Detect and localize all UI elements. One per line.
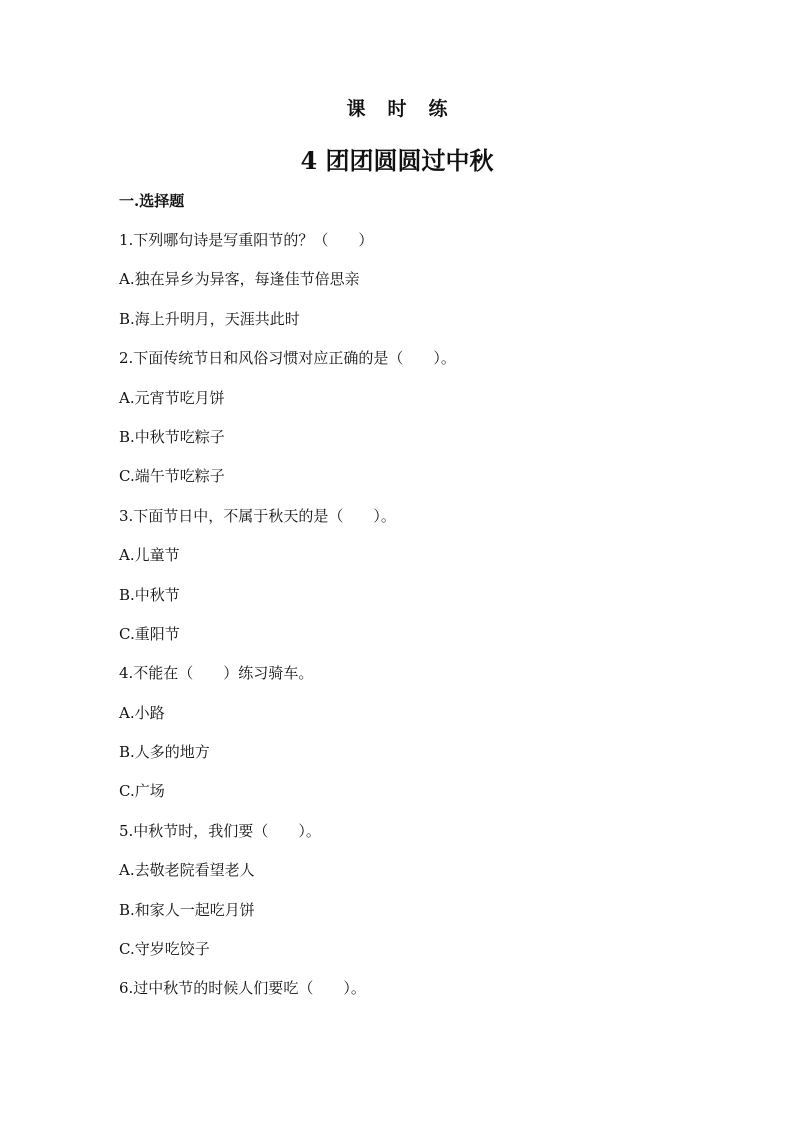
question-4-option-c: C.广场 [119,782,165,801]
worksheet-label: 课时练 [346,98,470,120]
question-2: 2.下面传统节日和风俗习惯对应正确的是（ ）。 [119,349,456,368]
lesson-title: 4 团团圆圆过中秋 [300,146,494,175]
question-3-option-a: A.儿童节 [119,546,180,565]
question-3-option-b: B.中秋节 [119,585,180,604]
question-list [119,226,719,1014]
question-1-option-b: B.海上升明月，天涯共此时 [119,309,300,328]
question-5-option-b: B.和家人一起吃月饼 [119,900,255,919]
question-1-option-a: A.独在异乡为异客，每逢佳节倍思亲 [119,270,360,289]
question-5-option-c: C.守岁吃饺子 [119,940,210,959]
question-2-option-a: A.元宵节吃月饼 [119,388,225,407]
question-5: 5.中秋节时，我们要（ ）。 [119,821,321,840]
question-1: 1.下列哪句诗是写重阳节的？（ ） [119,231,374,249]
question-2-option-b: B.中秋节吃粽子 [119,427,225,446]
question-4: 4.不能在（ ）练习骑车。 [119,664,314,683]
question-5-option-a: A.去敬老院看望老人 [119,861,255,880]
section-heading: 一.选择题 [119,192,185,210]
question-4-option-b: B.人多的地方 [119,743,210,762]
question-3: 3.下面节日中，不属于秋天的是（ ）。 [119,506,396,525]
question-4-option-a: A.小路 [119,703,165,722]
question-2-option-c: C.端午节吃粽子 [119,467,225,486]
question-3-option-c: C.重阳节 [119,624,180,643]
question-6: 6.过中秋节的时候人们要吃（ ）。 [119,979,366,998]
